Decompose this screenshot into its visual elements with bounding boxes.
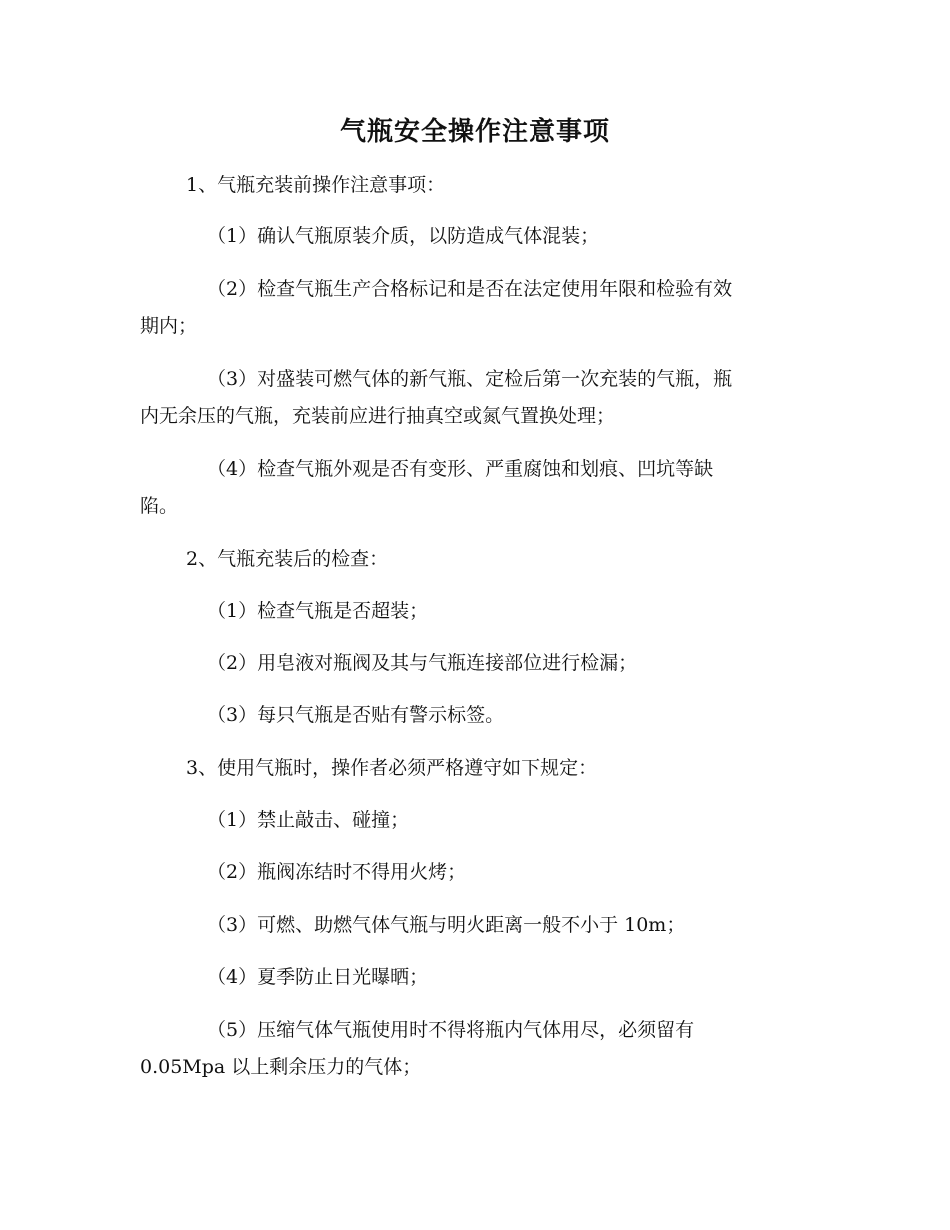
list-item-continuation: 陷。 <box>140 495 179 517</box>
list-item: （1）检查气瓶是否超装； <box>207 600 429 622</box>
list-item: （3）每只气瓶是否贴有警示标签。 <box>207 704 505 726</box>
list-item: （5）压缩气体气瓶使用时不得将瓶内气体用尽，必须留有 <box>207 1019 695 1041</box>
document-title: 气瓶安全操作注意事项 <box>339 117 610 147</box>
list-item-continuation: 期内； <box>140 315 198 337</box>
list-item: （2）检查气瓶生产合格标记和是否在法定使用年限和检验有效 <box>207 278 733 300</box>
list-item: （2）瓶阀冻结时不得用火烤； <box>207 861 467 883</box>
section-heading-2: 2、气瓶充装后的检查： <box>186 548 389 570</box>
list-item: （2）用皂液对瓶阀及其与气瓶连接部位进行检漏； <box>207 652 638 674</box>
list-item: （4）检查气瓶外观是否有变形、严重腐蚀和划痕、凹坑等缺 <box>207 458 714 480</box>
list-item: （1）禁止敲击、碰撞； <box>207 809 410 831</box>
list-item: （4）夏季防止日光曝晒； <box>207 966 429 988</box>
list-item-continuation: 内无余压的气瓶，充装前应进行抽真空或氮气置换处理； <box>140 405 616 427</box>
list-item: （3）可燃、助燃气体气瓶与明火距离一般不小于 10m； <box>207 914 686 936</box>
section-heading-1: 1、气瓶充装前操作注意事项： <box>186 174 446 196</box>
list-item-continuation: 0.05Mpa 以上剩余压力的气体； <box>140 1056 422 1078</box>
section-heading-3: 3、使用气瓶时，操作者必须严格遵守如下规定： <box>186 757 598 779</box>
list-item: （1）确认气瓶原装介质，以防造成气体混装； <box>207 225 600 247</box>
list-item: （3）对盛装可燃气体的新气瓶、定检后第一次充装的气瓶，瓶 <box>207 368 733 390</box>
